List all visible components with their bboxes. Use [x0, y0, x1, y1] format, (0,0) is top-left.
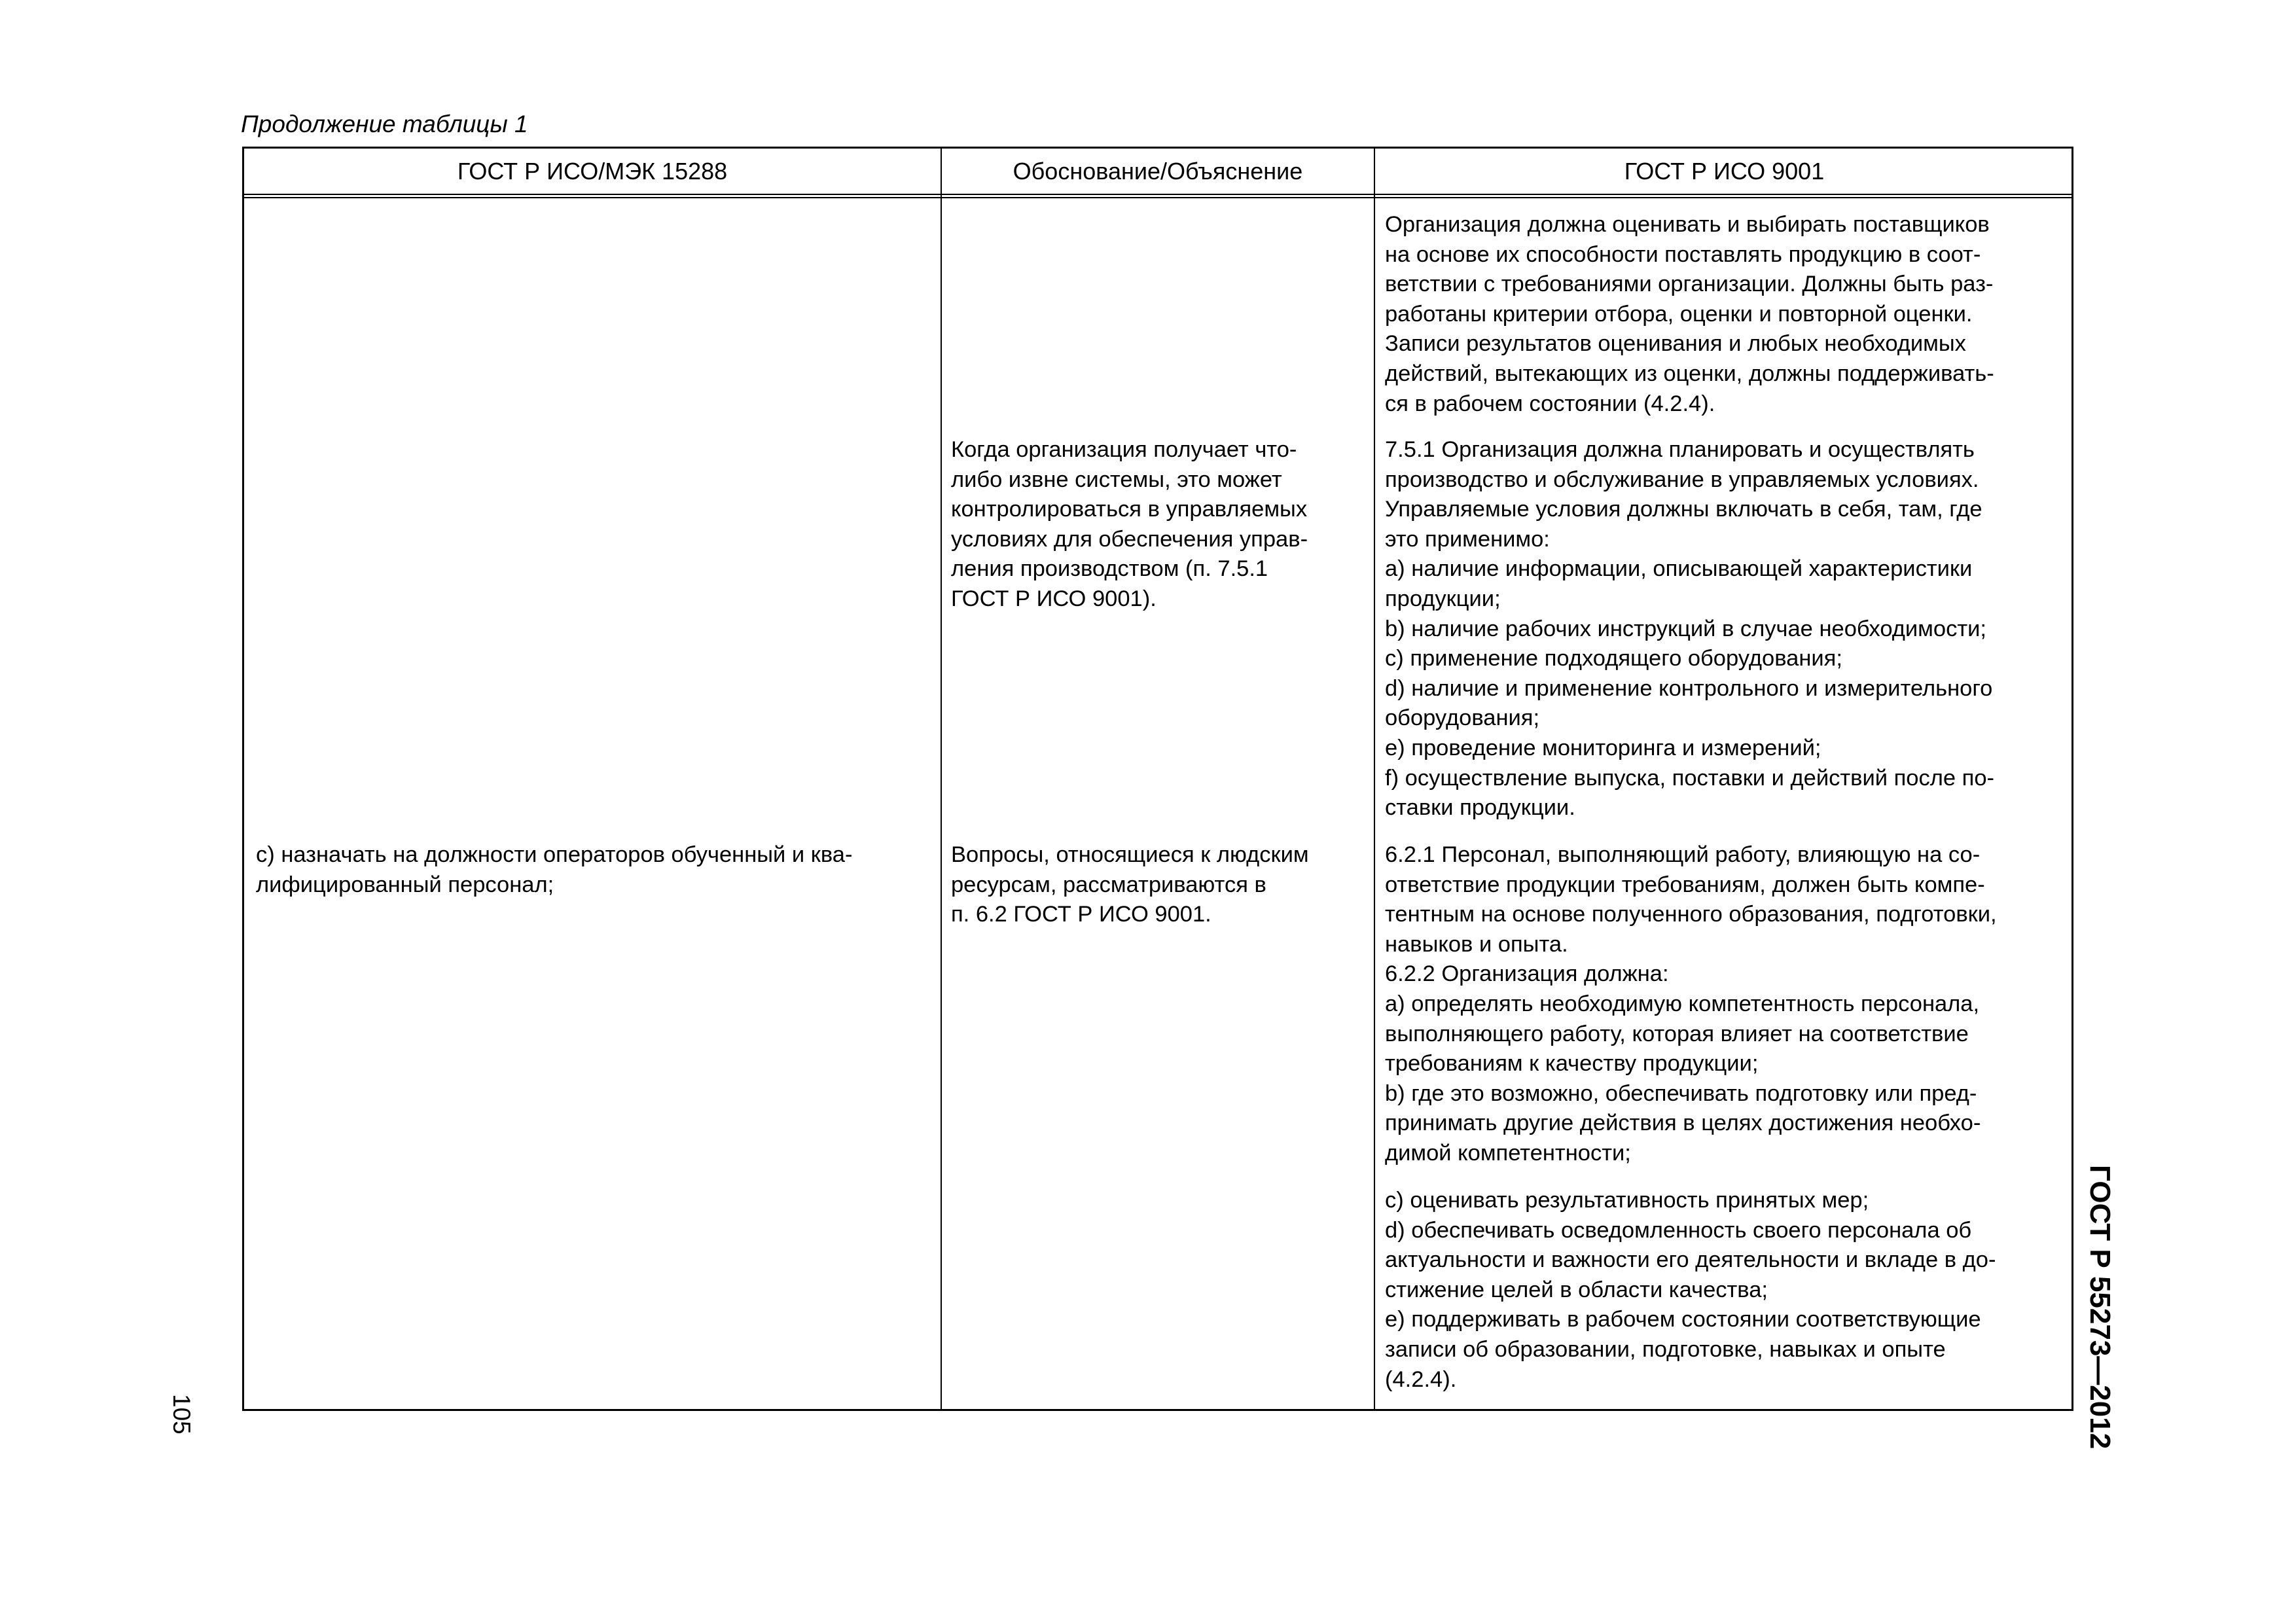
- explanation-production-text: Когда организация получает что- либо извне системы, это может контролироваться в управляемых условиях для обеспечения управ- ления производством (п. 7.5.1 ГОСТ Р ИСО 9001).: [951, 437, 1308, 611]
- page-number: 105: [168, 1394, 195, 1435]
- table-caption: Продолжение таблицы 1: [241, 111, 528, 137]
- document-table: [242, 147, 2073, 1411]
- header-gost-iso-9001: ГОСТ Р ИСО 9001: [1624, 158, 1825, 185]
- column-divider: [941, 149, 942, 1409]
- explanation-human-resources-text: Вопросы, относящиеся к людским ресурсам, рассматриваются в п. 6.2 ГОСТ Р ИСО 9001.: [951, 842, 1309, 927]
- document-designation: ГОСТ Р 55273—2012: [2084, 1165, 2116, 1450]
- header-gost-iso-iec-15288: ГОСТ Р ИСО/МЭК 15288: [457, 158, 728, 185]
- iso-6-2-continued-text: с) оценивать результативность принятых мер; d) обеспечивать осведомленность своего персонала об актуальности и важности его деятельности и вкладе в до- стижение целей в области качества; e) поддерживать в рабочем состоянии соответствующие записи об образовании, подготовке, навыках и опыте (4.2.4).: [1385, 1188, 1996, 1392]
- column-divider: [1374, 149, 1375, 1409]
- process-item-c-text: с) назначать на должности операторов обученный и ква- лифицированный персонал;: [256, 842, 853, 897]
- table-header-row: [244, 149, 2072, 198]
- iso-suppliers-text: Организация должна оценивать и выбирать поставщиков на основе их способности поставлять продукцию в соот- ветствии с требованиями организации. Должны быть раз- работаны критерии отбора, оценки и повторной оценки. Записи результатов оценивания и любых необходимых действий, вытекающих из оценки, должны поддерживать- ся в рабочем состоянии (4.2.4).: [1385, 212, 1994, 416]
- iso-7-5-1-text: 7.5.1 Организация должна планировать и осуществлять производство и обслуживание в управляемых условиях. Управляемые условия должны включать в себя, там, где это применимо: a) наличие информации, описывающей характеристики продукции; b) наличие рабочих инструкций в случае необходимости; с) применение подходящего оборудования; d) наличие и применение контрольного и измерительного оборудования; e) проведение мониторинга и измерений; f) осуществление выпуска, поставки и действий после по- ставки продукции.: [1385, 437, 1994, 821]
- header-justification: Обоснование/Объяснение: [1013, 158, 1303, 185]
- iso-6-2-text: 6.2.1 Персонал, выполняющий работу, влияющую на со- ответствие продукции требованиям, должен быть компе- тентным на основе полученного образования, подготовки, навыков и опыта. 6.2.2 Организация должна: a) определять необходимую компетентность персонала, выполняющего работу, которая влияет на соответствие требованиям к качеству продукции; b) где это возможно, обеспечивать подготовку или пред- принимать другие действия в целях достижения необхо- димой компетентности;: [1385, 842, 1997, 1166]
